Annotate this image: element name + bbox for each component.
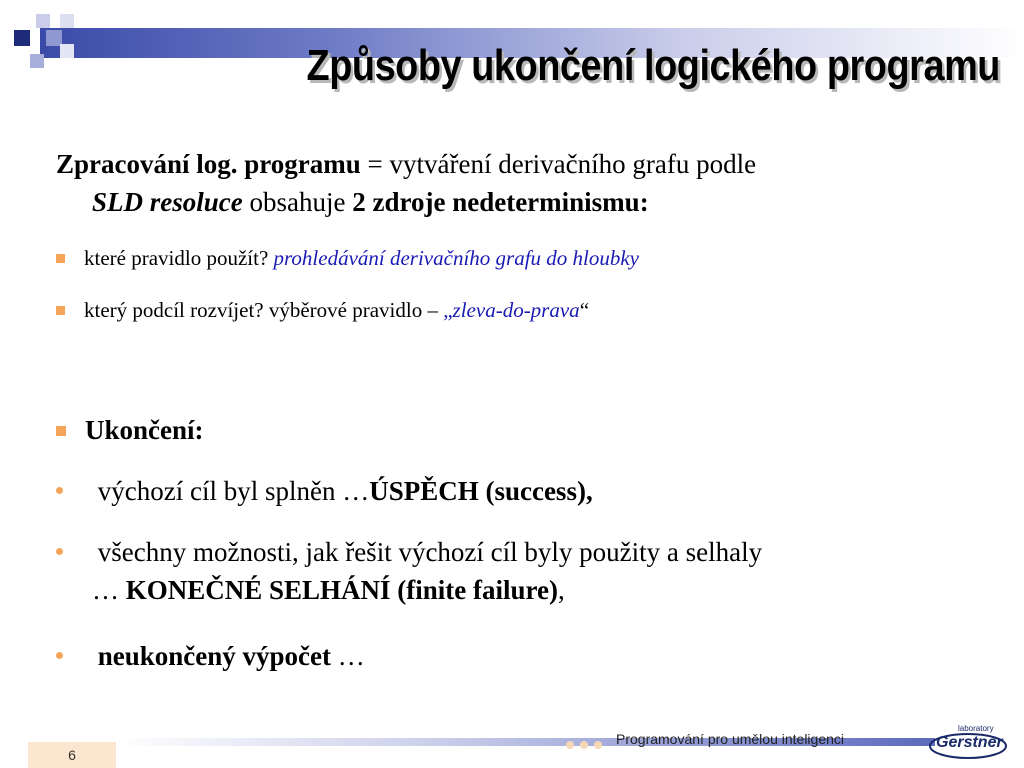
ending-item: [56, 637, 365, 675]
square-bullet-icon: [56, 254, 65, 263]
dot-bullet-icon: [56, 487, 63, 494]
intro-colon: :: [639, 187, 649, 217]
bullet-text: který podcíl rozvíjet? výběrové pravidlo –: [84, 298, 444, 322]
ending-item: [56, 533, 762, 609]
bullet-item: [56, 296, 589, 324]
ending-bold: KONEČNÉ SELHÁNÍ (finite failure): [125, 575, 559, 605]
bullet-quote-open: „: [443, 298, 453, 322]
slide-title: Způsoby ukončení logického programu: [306, 41, 1001, 90]
ending-item: [56, 472, 593, 510]
ending-heading-item: [56, 412, 204, 448]
ending-post: …: [331, 641, 365, 671]
square-bullet-icon: [56, 426, 66, 436]
intro-bold: Zpracování log. programu: [56, 149, 361, 179]
bullet-emph: prohledávání derivačního grafu do hloubky: [273, 246, 640, 270]
bullet-emph: zleva-do-prava: [452, 298, 580, 322]
ending-post: ,: [558, 575, 565, 605]
ending-cont-text: …: [92, 575, 126, 605]
bullet-item: [56, 244, 639, 272]
intro-bold2: 2 zdroje nedeterminismu: [352, 187, 640, 217]
logo-lab-text: laboratory: [958, 724, 994, 733]
footer-dots-icon: [566, 736, 608, 754]
ending-heading: Ukončení:: [85, 415, 204, 445]
intro-text2: obsahuje: [242, 187, 353, 217]
logo-name-text: Gerstner: [936, 734, 1003, 751]
intro-paragraph: [56, 145, 756, 221]
corner-square-mid: [30, 54, 44, 68]
ending-text: všechny možnosti, jak řešit výchozí cíl byly použity a selhaly: [91, 537, 763, 567]
dot-bullet-icon: [56, 652, 63, 659]
page-number: 6: [28, 742, 116, 768]
ending-text: výchozí cíl byl splněn …: [91, 476, 370, 506]
corner-square-light: [60, 44, 74, 58]
ending-bold: ÚSPĚCH (success),: [369, 476, 593, 506]
bullet-text: které pravidlo použít?: [84, 246, 274, 270]
intro-sld: SLD resoluce: [92, 187, 243, 217]
corner-square-light: [60, 14, 74, 28]
intro-line2: [56, 183, 756, 221]
dot-bullet-icon: [56, 548, 63, 555]
corner-square-navy: [14, 30, 30, 46]
ending-continuation: [56, 571, 762, 609]
bullet-quote-close: “: [579, 298, 590, 322]
ending-bold: neukončený výpočet: [91, 641, 332, 671]
square-bullet-icon: [56, 306, 65, 315]
intro-text: = vytváření derivačního grafu podle: [360, 149, 757, 179]
corner-square-light: [36, 14, 50, 28]
footer-course: Programování pro umělou inteligenci: [616, 731, 845, 747]
